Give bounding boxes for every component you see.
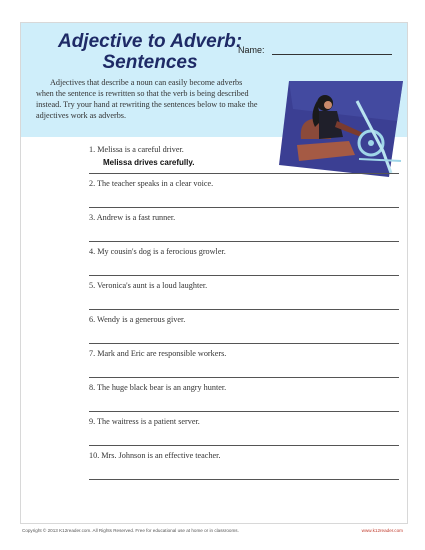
question-text: 2. The teacher speaks in a clear voice.: [89, 179, 214, 188]
answer-line[interactable]: [89, 411, 399, 412]
question-item: [89, 315, 399, 325]
answer-line[interactable]: [89, 343, 399, 344]
question-text: 8. The huge black bear is an angry hunter.: [89, 383, 227, 392]
question-text: 3. Andrew is a fast runner.: [89, 213, 176, 222]
question-item: [89, 383, 399, 393]
answer-line[interactable]: [89, 207, 399, 208]
question-item: [89, 281, 399, 291]
answer-line[interactable]: [89, 479, 399, 480]
question-text: 4. My cousin's dog is a ferocious growler.: [89, 247, 226, 256]
answer-line[interactable]: [89, 445, 399, 446]
question-item: [89, 145, 399, 167]
question-item: [89, 213, 399, 223]
question-text: 5. Veronica's aunt is a loud laughter.: [89, 281, 208, 290]
worksheet-page: [20, 22, 408, 524]
woman-driving-car-illustration: [279, 81, 403, 177]
site-link[interactable]: www.k12reader.com: [361, 528, 403, 533]
question-item: [89, 179, 399, 189]
question-item: [89, 247, 399, 257]
question-item: [89, 349, 399, 359]
question-item: [89, 451, 399, 461]
title-line-1: Adjective to Adverb:: [57, 31, 243, 52]
answer-line[interactable]: [89, 173, 399, 174]
question-text: 7. Mark and Eric are responsible workers.: [89, 349, 227, 358]
answer-example: Melissa drives carefully.: [103, 158, 195, 167]
page-title: [45, 31, 255, 73]
question-text: 9. The waitress is a patient server.: [89, 417, 200, 426]
copyright-notice: Copyright © 2013 K12reader.com. All Rights Reserved. Free for educational use at home or in classrooms.: [22, 528, 239, 533]
question-text: 6. Wendy is a generous giver.: [89, 315, 186, 324]
question-item: [89, 417, 399, 427]
intro-paragraph: Adjectives that describe a noun can easily become adverbs when the sentence is rewritten so that the verb is being described instead. Try your hand at rewriting the sentences below to make the adjectives work as adverbs.: [36, 78, 258, 120]
name-label: Name:: [238, 45, 265, 55]
question-text: 1. Melissa is a careful driver.: [89, 145, 184, 154]
answer-line[interactable]: [89, 309, 399, 310]
answer-line[interactable]: [89, 377, 399, 378]
answer-line[interactable]: [89, 275, 399, 276]
question-text: 10. Mrs. Johnson is an effective teacher.: [89, 451, 221, 460]
title-line-2: Sentences: [102, 52, 198, 73]
name-field[interactable]: [272, 54, 392, 55]
answer-line[interactable]: [89, 241, 399, 242]
